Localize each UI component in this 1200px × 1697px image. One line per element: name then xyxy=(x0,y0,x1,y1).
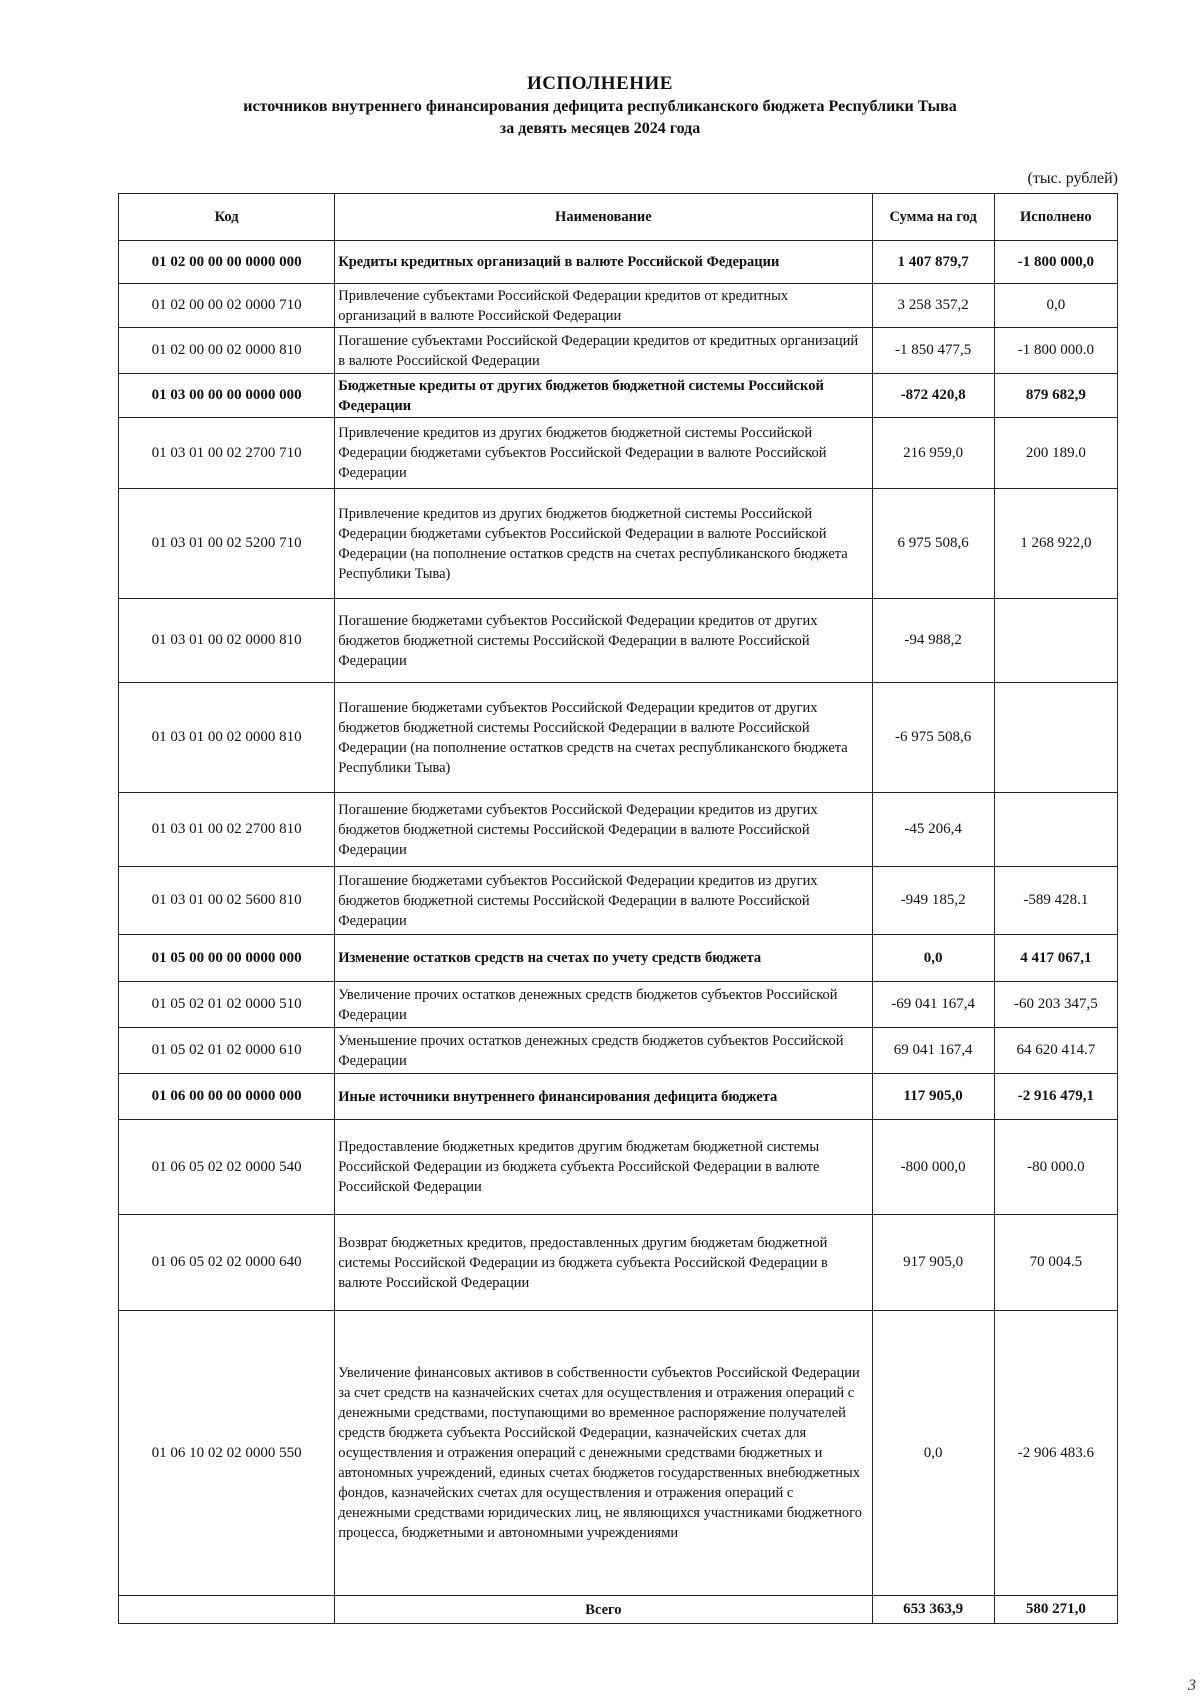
row-code: 01 03 01 00 02 0000 810 xyxy=(119,683,335,793)
row-name: Иные источники внутреннего финансирования дефицита бюджета xyxy=(335,1074,872,1120)
table-row xyxy=(119,935,1118,982)
table-header-row xyxy=(119,194,1118,241)
row-name: Бюджетные кредиты от других бюджетов бюджетной системы Российской Федерации xyxy=(335,374,872,418)
row-code: 01 03 01 00 02 2700 710 xyxy=(119,418,335,489)
page-mark: 3 xyxy=(1188,1677,1196,1694)
row-code: 01 06 05 02 02 0000 640 xyxy=(119,1215,335,1311)
row-plan: 0,0 xyxy=(872,935,994,982)
row-plan: -949 185,2 xyxy=(872,867,994,935)
row-done: 64 620 414.7 xyxy=(994,1028,1117,1074)
row-plan: -69 041 167,4 xyxy=(872,982,994,1028)
financing-table xyxy=(118,193,1118,1624)
row-code: 01 02 00 00 00 0000 000 xyxy=(119,241,335,284)
row-plan: -1 850 477,5 xyxy=(872,328,994,374)
row-plan: 117 905,0 xyxy=(872,1074,994,1120)
row-plan: -872 420,8 xyxy=(872,374,994,418)
column-header-code: Код xyxy=(119,194,335,241)
row-code: 01 03 01 00 02 2700 810 xyxy=(119,793,335,867)
row-code: 01 06 05 02 02 0000 540 xyxy=(119,1120,335,1215)
row-code: 01 02 00 00 02 0000 710 xyxy=(119,284,335,328)
row-done: 879 682,9 xyxy=(994,374,1117,418)
row-done: -80 000.0 xyxy=(994,1120,1117,1215)
row-name: Погашение бюджетами субъектов Российской Федерации кредитов из других бюджетов бюджетной системы Российской Федерации в валюте Российской Федерации xyxy=(335,793,872,867)
row-name: Погашение бюджетами субъектов Российской Федерации кредитов из других бюджетов бюджетной системы Российской Федерации в валюте Российской Федерации xyxy=(335,867,872,935)
row-done: -2 916 479,1 xyxy=(994,1074,1117,1120)
row-done: -589 428.1 xyxy=(994,867,1117,935)
row-code: 01 03 00 00 00 0000 000 xyxy=(119,374,335,418)
row-done xyxy=(994,793,1117,867)
table-row xyxy=(119,328,1118,374)
row-plan: 917 905,0 xyxy=(872,1215,994,1311)
units-label: (тыс. рублей) xyxy=(1027,170,1118,187)
row-done: 70 004.5 xyxy=(994,1215,1117,1311)
document-title: ИСПОЛНЕНИЕ xyxy=(527,73,673,94)
row-code: 01 03 01 00 02 5200 710 xyxy=(119,489,335,599)
table-row xyxy=(119,1074,1118,1120)
row-name: Погашение бюджетами субъектов Российской Федерации кредитов от других бюджетов бюджетной системы Российской Федерации в валюте Российской Федерации xyxy=(335,599,872,683)
row-code: 01 03 01 00 02 5600 810 xyxy=(119,867,335,935)
row-done: 4 417 067,1 xyxy=(994,935,1117,982)
row-code: 01 05 02 01 02 0000 610 xyxy=(119,1028,335,1074)
table-row xyxy=(119,599,1118,683)
column-header-plan: Сумма на год xyxy=(872,194,994,241)
total-done: 580 271,0 xyxy=(994,1596,1117,1624)
row-done: 0,0 xyxy=(994,284,1117,328)
row-code: 01 05 02 01 02 0000 510 xyxy=(119,982,335,1028)
row-plan: -6 975 508,6 xyxy=(872,683,994,793)
row-plan: -800 000,0 xyxy=(872,1120,994,1215)
row-name: Возврат бюджетных кредитов, предоставленных другим бюджетам бюджетной системы Российской Федерации из бюджета субъекта Российской Федерации в валюте Российской Федерации xyxy=(335,1215,872,1311)
row-name: Привлечение кредитов из других бюджетов бюджетной системы Российской Федерации бюджетами субъектов Российской Федерации в валюте Российской Федерации xyxy=(335,418,872,489)
row-done xyxy=(994,683,1117,793)
table-row xyxy=(119,241,1118,284)
total-row xyxy=(119,1596,1118,1624)
row-name: Уменьшение прочих остатков денежных средств бюджетов субъектов Российской Федерации xyxy=(335,1028,872,1074)
table-row xyxy=(119,374,1118,418)
column-header-done: Исполнено xyxy=(994,194,1117,241)
row-code: 01 03 01 00 02 0000 810 xyxy=(119,599,335,683)
row-name: Изменение остатков средств на счетах по учету средств бюджета xyxy=(335,935,872,982)
row-name: Увеличение финансовых активов в собственности субъектов Российской Федерации за счет средств на казначейских счетах для осуществления и отражения операций с денежными средствами, поступающими во временное распоряжение получателей средств бюджета субъекта Российской Федерации, казначейских счетах для осуществления и отражения операций с денежными средствами бюджетных и автономных учреждений, единых счетах бюджетов государственных внебюджетных фондов, казначейских счетах для осуществления и отражения операций с денежными средствами юридических лиц, не являющихся участниками бюджетного процесса, бюджетными и автономными учреждениями xyxy=(335,1311,872,1596)
table-row xyxy=(119,1120,1118,1215)
row-name: Привлечение субъектами Российской Федерации кредитов от кредитных организаций в валюте Российской Федерации xyxy=(335,284,872,328)
row-done: 1 268 922,0 xyxy=(994,489,1117,599)
row-plan: 0,0 xyxy=(872,1311,994,1596)
row-name: Погашение бюджетами субъектов Российской Федерации кредитов от других бюджетов бюджетной системы Российской Федерации в валюте Российской Федерации (на пополнение остатков средств на счетах республиканского бюджета Республики Тыва) xyxy=(335,683,872,793)
table-row xyxy=(119,982,1118,1028)
total-code-cell xyxy=(119,1596,335,1624)
table-row xyxy=(119,867,1118,935)
table-row xyxy=(119,489,1118,599)
table-row xyxy=(119,793,1118,867)
row-plan: -94 988,2 xyxy=(872,599,994,683)
column-header-name: Наименование xyxy=(335,194,872,241)
table-row xyxy=(119,1311,1118,1596)
document-subtitle: источников внутреннего финансирования дефицита республиканского бюджета Республики Тыва xyxy=(243,98,957,115)
row-name: Предоставление бюджетных кредитов другим бюджетам бюджетной системы Российской Федерации из бюджета субъекта Российской Федерации в валюте Российской Федерации xyxy=(335,1120,872,1215)
table-row xyxy=(119,284,1118,328)
row-name: Кредиты кредитных организаций в валюте Российской Федерации xyxy=(335,241,872,284)
row-code: 01 02 00 00 02 0000 810 xyxy=(119,328,335,374)
document-period: за девять месяцев 2024 года xyxy=(499,120,701,137)
total-label: Всего xyxy=(335,1596,872,1624)
table-row xyxy=(119,683,1118,793)
row-plan: 1 407 879,7 xyxy=(872,241,994,284)
row-name: Увеличение прочих остатков денежных средств бюджетов субъектов Российской Федерации xyxy=(335,982,872,1028)
table-row xyxy=(119,1028,1118,1074)
row-code: 01 06 00 00 00 0000 000 xyxy=(119,1074,335,1120)
row-name: Погашение субъектами Российской Федерации кредитов от кредитных организаций в валюте Российской Федерации xyxy=(335,328,872,374)
row-plan: 69 041 167,4 xyxy=(872,1028,994,1074)
row-done: -1 800 000,0 xyxy=(994,241,1117,284)
row-done: -60 203 347,5 xyxy=(994,982,1117,1028)
row-done: 200 189.0 xyxy=(994,418,1117,489)
row-code: 01 05 00 00 00 0000 000 xyxy=(119,935,335,982)
row-plan: 6 975 508,6 xyxy=(872,489,994,599)
row-plan: 3 258 357,2 xyxy=(872,284,994,328)
row-code: 01 06 10 02 02 0000 550 xyxy=(119,1311,335,1596)
row-plan: -45 206,4 xyxy=(872,793,994,867)
total-plan: 653 363,9 xyxy=(872,1596,994,1624)
table-row xyxy=(119,418,1118,489)
row-done: -1 800 000.0 xyxy=(994,328,1117,374)
row-plan: 216 959,0 xyxy=(872,418,994,489)
row-done xyxy=(994,599,1117,683)
row-done: -2 906 483.6 xyxy=(994,1311,1117,1596)
document-header xyxy=(0,72,1200,140)
table-row xyxy=(119,1215,1118,1311)
row-name: Привлечение кредитов из других бюджетов бюджетной системы Российской Федерации бюджетами субъектов Российской Федерации в валюте Российской Федерации (на пополнение остатков средств на счетах республиканского бюджета Республики Тыва) xyxy=(335,489,872,599)
